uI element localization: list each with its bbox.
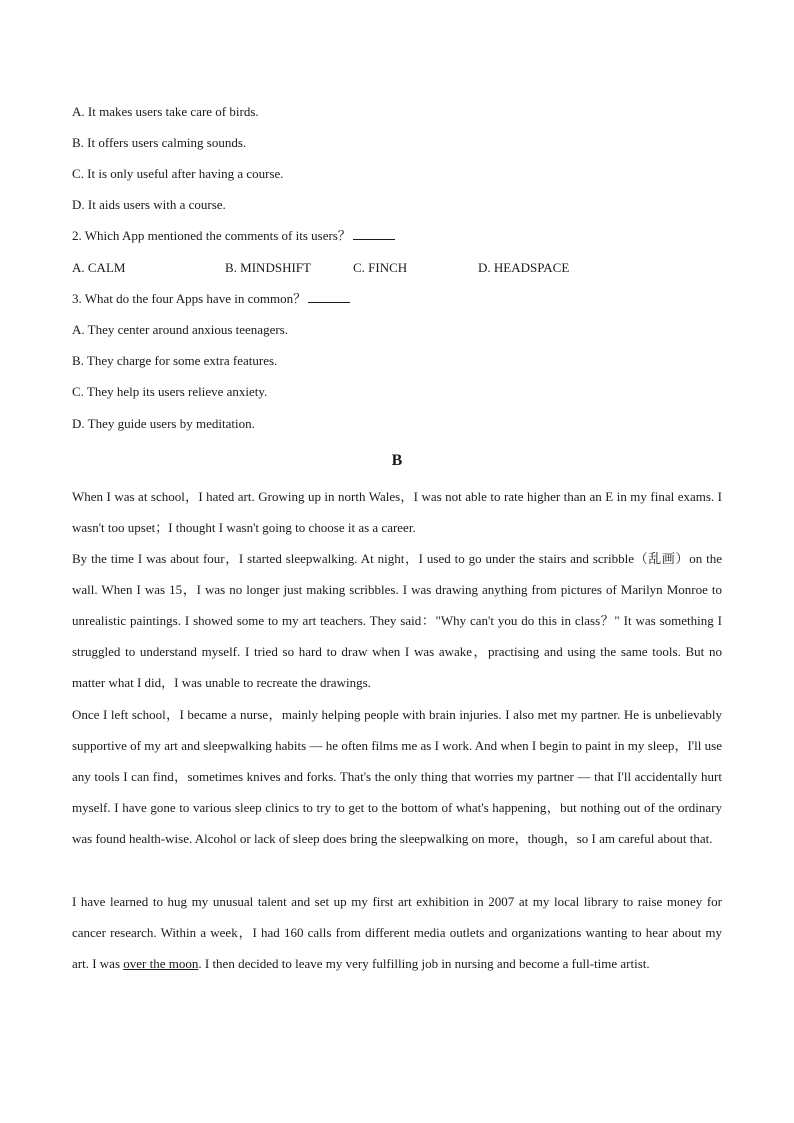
q1-option-d: D. It aids users with a course. — [72, 197, 226, 212]
q3-stem-text: 3. What do the four Apps have in common？ — [72, 291, 307, 306]
q2-answer-blank — [353, 228, 395, 240]
q2-stem-text: 2. Which App mentioned the comments of its users？ — [72, 228, 351, 243]
q3-stem — [72, 291, 350, 307]
passage-paragraph-4 — [72, 886, 722, 979]
q3-option-c: C. They help its users relieve anxiety. — [72, 384, 268, 399]
q1-option-b: B. It offers users calming sounds. — [72, 135, 247, 150]
section-title: B — [391, 452, 403, 469]
passage-paragraph-2: By the time I was about four，I started sleepwalking. At night，I used to go under the stairs and scribble（乱画）on the wall. When I was 15，I was no longer just making scribbles. I was drawing anything from pictures of Marilyn Monroe to unrealistic paintings. I showed some to my art teachers. They said："Why can't you do this in class？" It was something I struggled to understand myself. I tried so hard to draw when I was awake，practising and using the same tools. But no matter what I did，I was unable to recreate the drawings. — [72, 551, 722, 691]
paragraph-4-text-before: I have learned to hug my unusual talent and set up my first art exhibition in 2007 at my local library to raise money for cancer research. Within a week，I had 160 calls from different media outlets and organizations wanting to hear about my art. I was — [72, 894, 722, 972]
q1-option-a: A. It makes users take care of birds. — [72, 104, 259, 119]
q2-option-d: D. HEADSPACE — [478, 260, 570, 275]
q2-option-c: C. FINCH — [353, 260, 408, 275]
underlined-phrase: over the moon — [123, 956, 199, 972]
q2-stem — [72, 228, 395, 244]
q3-option-b: B. They charge for some extra features. — [72, 353, 278, 368]
q2-option-a: A. CALM — [72, 260, 126, 275]
paragraph-4-text-after: . I then decided to leave my very fulfilling job in nursing and become a full-time artist. — [198, 956, 650, 972]
q3-answer-blank — [308, 291, 350, 303]
q3-option-d: D. They guide users by meditation. — [72, 416, 255, 431]
passage-paragraph-1: When I was at school，I hated art. Growing up in north Wales，I was not able to rate higher than an E in my final exams. I wasn't too upset；I thought I wasn't going to choose it as a career. — [72, 489, 722, 536]
q1-option-c: C. It is only useful after having a course. — [72, 166, 284, 181]
passage-paragraph-3: Once I left school，I became a nurse，mainly helping people with brain injuries. I also met my partner. He is unbelievably supportive of my art and sleepwalking habits — he often films me as I work. And when I begin to paint in my sleep，I'll use any tools I can find，sometimes knives and forks. That's the only thing that worries my partner — that I'll accidentally hurt myself. I have gone to various sleep clinics to try to get to the bottom of what's happening，but nothing out of the ordinary was found health-wise. Alcohol or lack of sleep does bring the sleepwalking on more，though，so I am careful about that. — [72, 707, 722, 847]
q2-option-b: B. MINDSHIFT — [225, 260, 311, 275]
q3-option-a: A. They center around anxious teenagers. — [72, 322, 288, 337]
